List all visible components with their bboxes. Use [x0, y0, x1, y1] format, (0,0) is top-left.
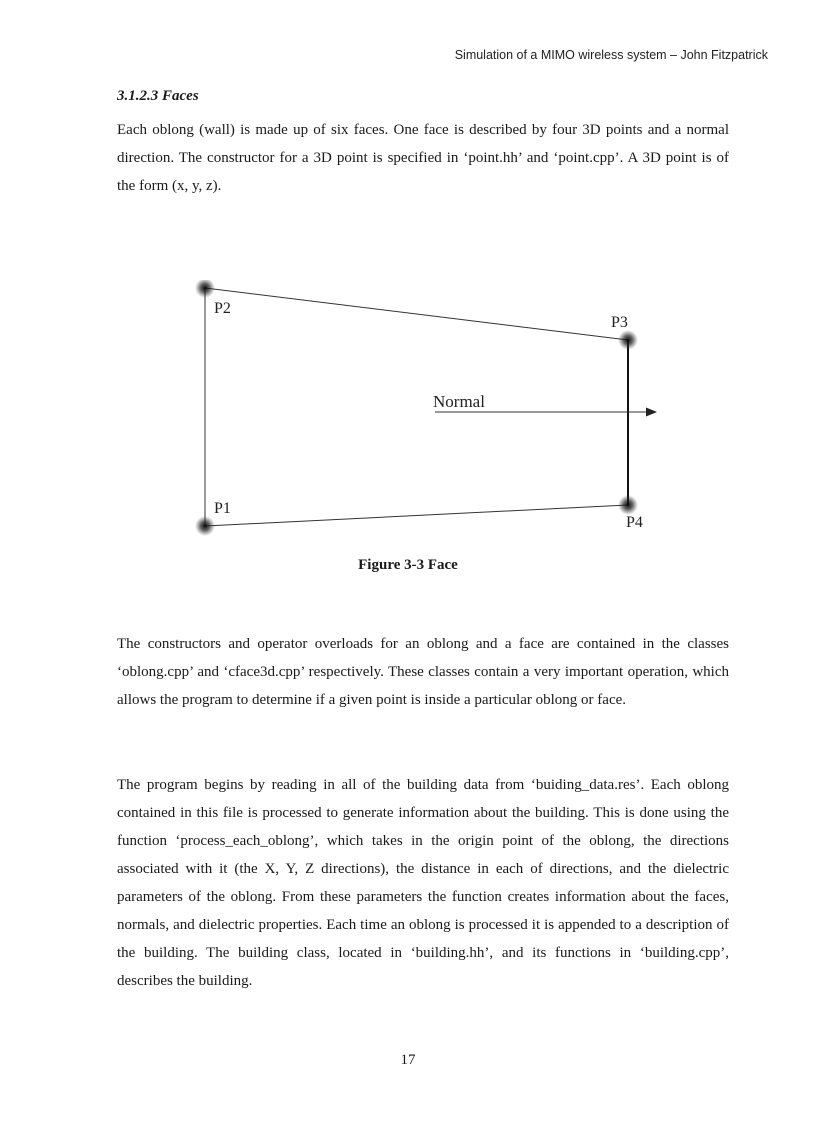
normal-arrowhead [646, 408, 657, 417]
face-diagram [185, 280, 665, 542]
label-p3: P3 [611, 314, 628, 331]
intro-paragraph: Each oblong (wall) is made up of six faces. One face is described by four 3D points and a normal direction. The constructor for a 3D point is specified in ‘point.hh’ and ‘point.cpp’. A 3D point is of the form (x, y, z). [117, 122, 729, 194]
label-p1: P1 [214, 500, 231, 517]
point-p2-dot [195, 280, 215, 298]
figure-caption: Figure 3-3 Face [358, 557, 458, 573]
running-header: Simulation of a MIMO wireless system – John Fitzpatrick [454, 48, 768, 62]
face-figure [185, 280, 665, 542]
body-paragraph-3: The program begins by reading in all of the building data from ‘buiding_data.res’. Each oblong contained in this file is processed to generate information about the building. This is done using the function ‘process_each_oblong’, which takes in the origin point of the oblong, the directions associated with it (the X, Y, Z directions), the distance in each of directions, and the dielectric parameters of the oblong. From these parameters the function creates information about the faces, normals, and dielectric properties. Each time an oblong is processed it is appended to a description of the building. The building class, located in ‘building.hh’, and its functions in ‘building.cpp’, describes the building. [117, 777, 729, 989]
label-normal: Normal [433, 392, 485, 411]
section-heading: 3.1.2.3 Faces [117, 88, 199, 104]
point-p1-dot [195, 516, 215, 536]
edge-p1-p4 [205, 505, 628, 526]
label-p2: P2 [214, 300, 231, 317]
point-p4-dot [618, 495, 638, 515]
label-p4: P4 [626, 514, 643, 531]
edge-p2-p3 [205, 288, 628, 340]
body-paragraph-2: The constructors and operator overloads for an oblong and a face are contained in the classes ‘oblong.cpp’ and ‘cface3d.cpp’ respectively. These classes contain a very important operation, which allows the program to determine if a given point is inside a particular oblong or face. [117, 636, 729, 708]
page-number: 17 [400, 1052, 416, 1068]
point-p3-dot [618, 330, 638, 350]
